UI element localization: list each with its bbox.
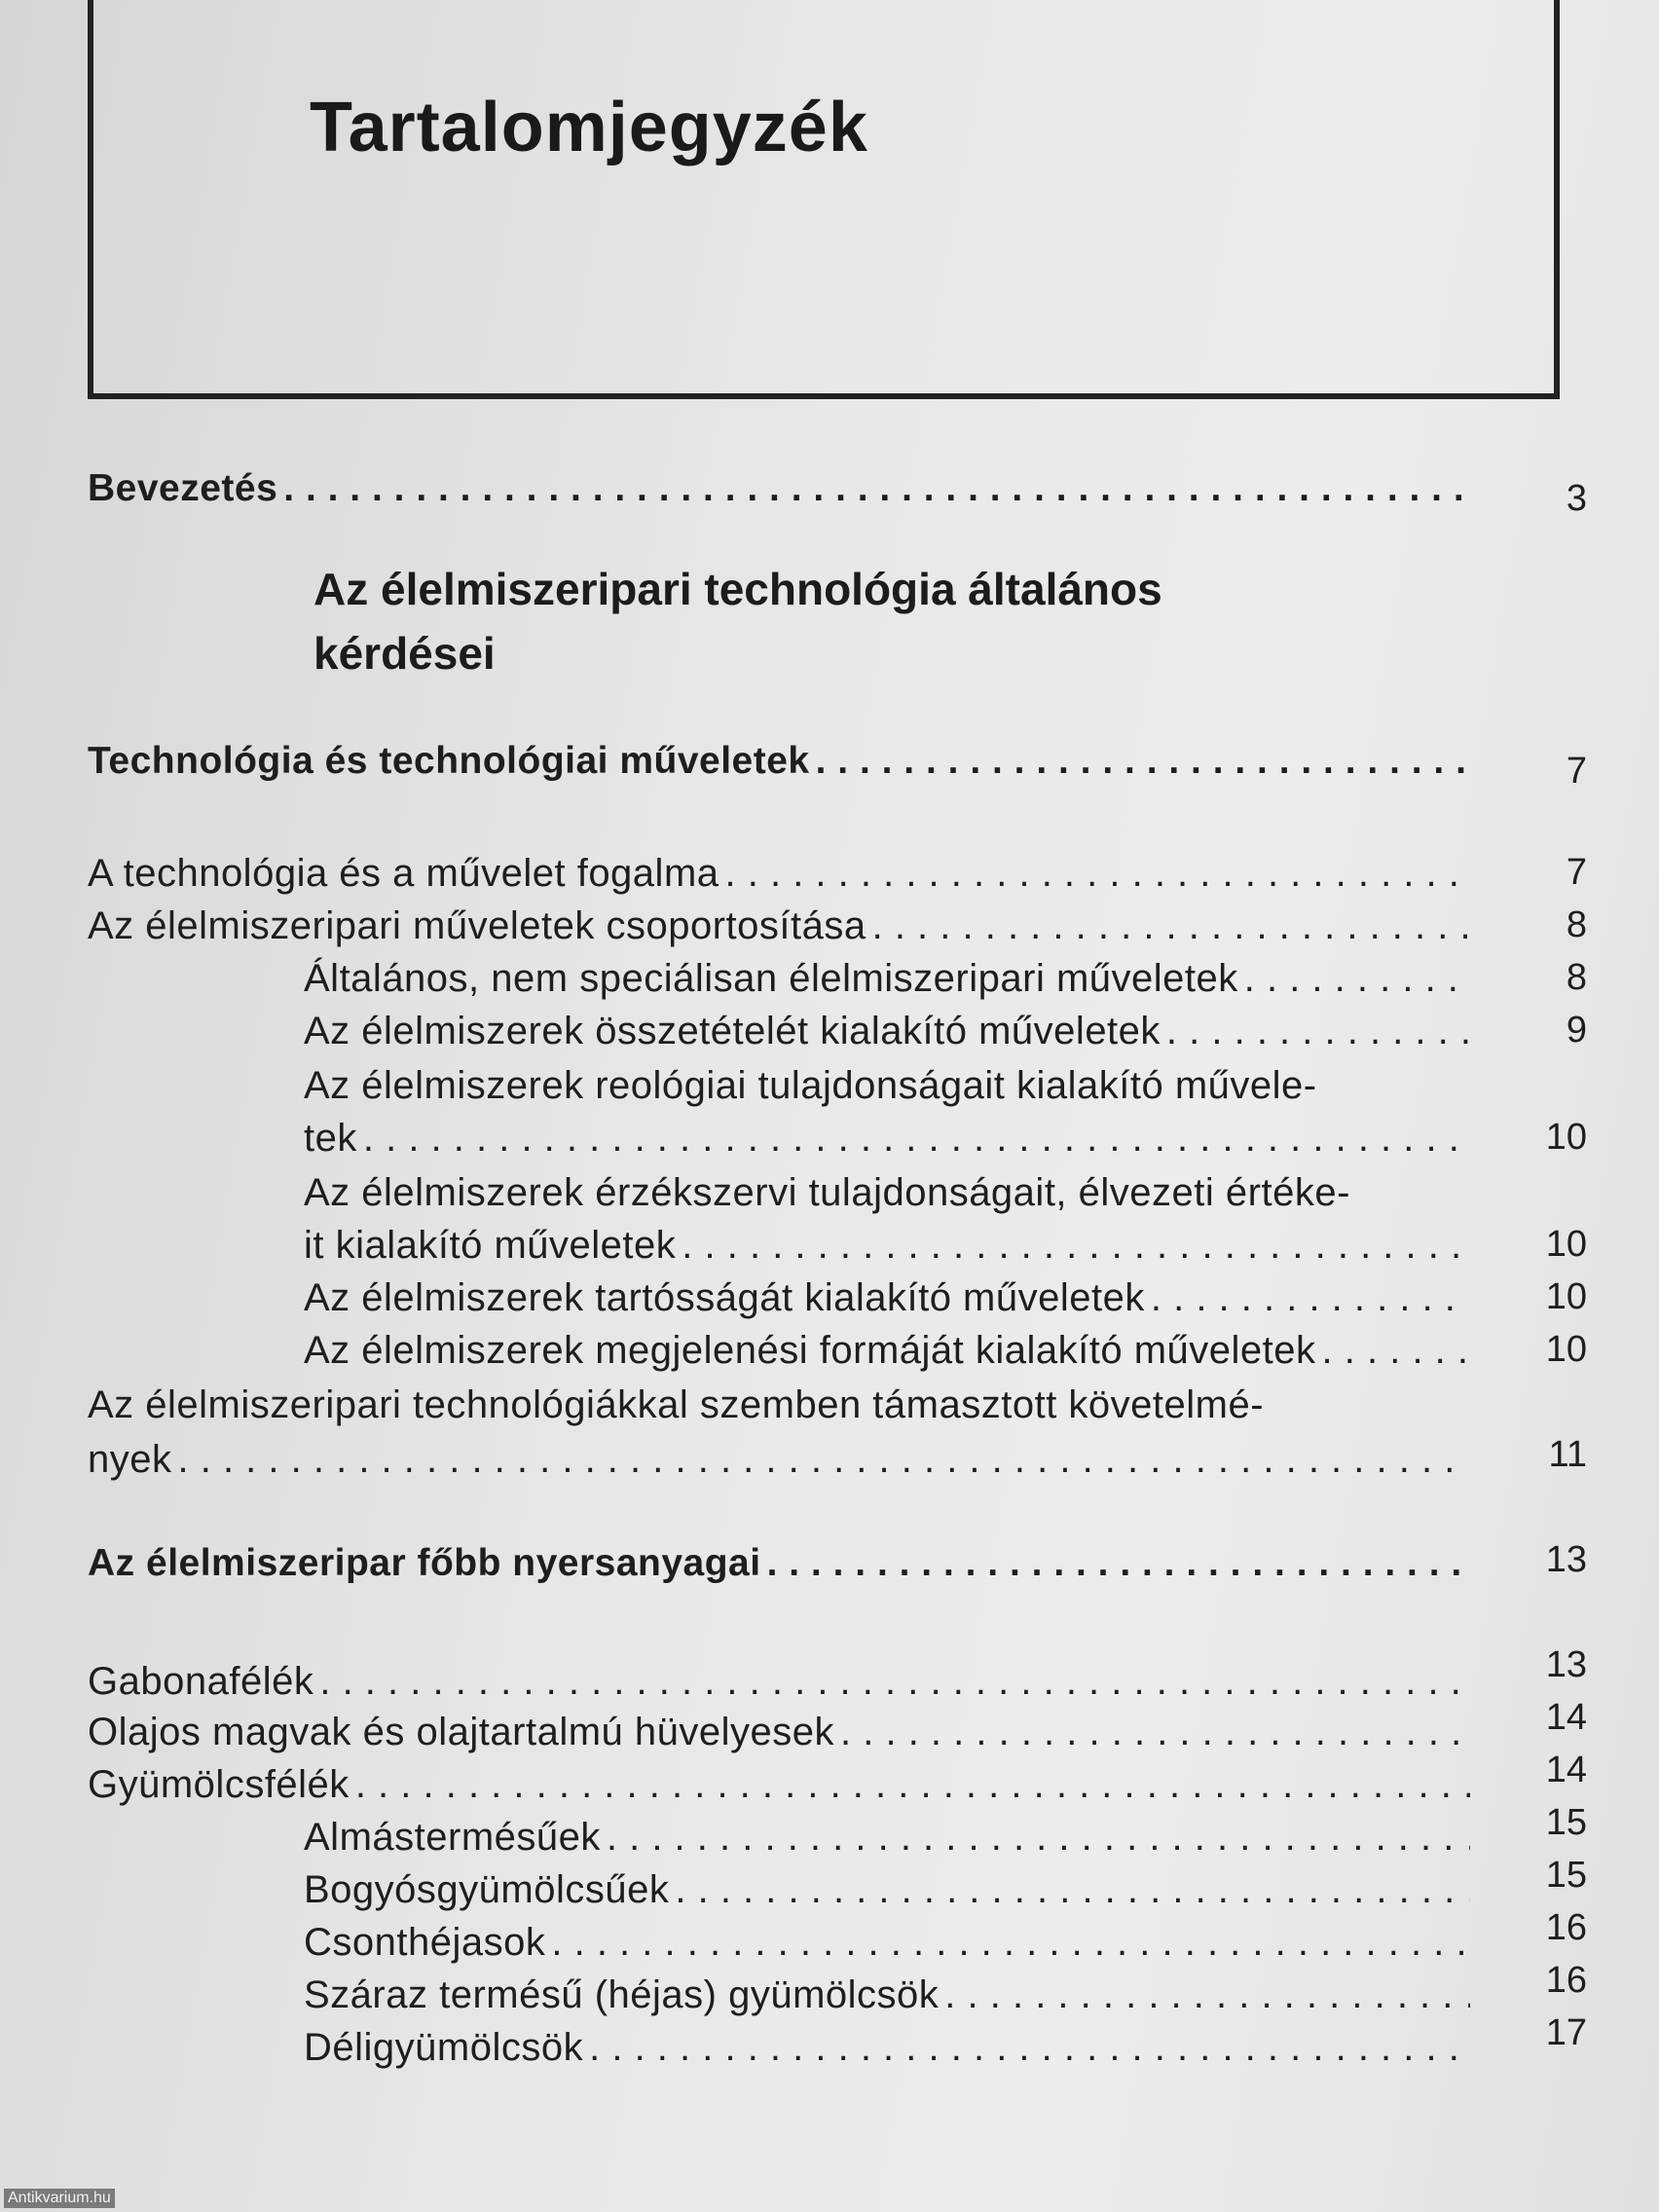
toc-entry-label: nyek <box>88 1438 172 1481</box>
leader-dots <box>283 467 1470 510</box>
leader-dots <box>682 1224 1470 1268</box>
page-title: Tartalomjegyzék <box>310 89 868 166</box>
toc-entry[interactable] <box>88 1752 1470 1807</box>
toc-entry[interactable] <box>304 1910 1470 1965</box>
leader-dots <box>675 1868 1470 1912</box>
toc-entry-label: Gabonafélék <box>88 1660 314 1703</box>
page-number: 14 <box>1545 1750 1587 1790</box>
toc-entry-line1: Az élelmiszerek reológiai tulajdonságait kialakító művele- <box>304 1064 1317 1107</box>
toc-entry[interactable] <box>304 1106 1470 1161</box>
toc-entry-label: Az élelmiszeripar főbb nyersanyagai <box>88 1542 761 1584</box>
toc-entry-label: Technológia és technológiai műveletek <box>88 740 810 782</box>
leader-dots <box>944 1973 1470 2017</box>
toc-entry-label: Gyümölcsfélék <box>88 1763 350 1806</box>
toc-entry-label: Az élelmiszerek megjelenési formáját kialakító műveletek <box>304 1329 1316 1372</box>
page-number: 10 <box>1545 1224 1587 1265</box>
leader-dots <box>767 1542 1470 1585</box>
page-number: 15 <box>1545 1802 1587 1843</box>
leader-dots <box>607 1816 1470 1860</box>
page-number: 7 <box>1566 751 1587 792</box>
leader-dots <box>725 852 1470 896</box>
toc-chapter-technologia[interactable] <box>88 728 1470 783</box>
leader-dots <box>178 1438 1471 1482</box>
toc-entry[interactable] <box>304 999 1470 1053</box>
leader-dots <box>1151 1276 1470 1320</box>
toc-entry-bevezetes[interactable] <box>88 456 1470 510</box>
watermark: Antikvarium.hu <box>4 2189 115 2208</box>
page-number: 11 <box>1548 1434 1587 1475</box>
toc-entry[interactable] <box>304 1858 1470 1912</box>
leader-dots <box>1244 957 1470 1001</box>
toc-entry-label: tek <box>304 1117 357 1160</box>
toc-entry-label: Bogyósgyümölcsűek <box>304 1868 670 1911</box>
toc-entry[interactable] <box>304 1213 1470 1268</box>
leader-dots <box>1166 1010 1470 1053</box>
page-number: 17 <box>1545 2012 1587 2053</box>
page-number: 8 <box>1566 957 1587 998</box>
toc-entry[interactable] <box>88 1700 1470 1754</box>
toc-entry-label: it kialakító műveletek <box>304 1224 677 1267</box>
toc-entry-label: Olajos magvak és olajtartalmú hüvelyesek <box>88 1711 835 1753</box>
toc-entry-label: Bevezetés <box>88 467 278 509</box>
part-title-line: kérdései <box>313 628 496 679</box>
toc-entry[interactable] <box>304 1318 1470 1373</box>
toc-entry[interactable] <box>88 894 1470 948</box>
page-number: 13 <box>1545 1644 1587 1685</box>
page-number: 16 <box>1545 1907 1587 1948</box>
page-number: 14 <box>1545 1697 1587 1738</box>
leader-dots <box>589 2026 1470 2070</box>
page-number: 3 <box>1566 478 1587 519</box>
page-number: 15 <box>1545 1855 1587 1896</box>
leader-dots <box>872 904 1470 948</box>
leader-dots <box>840 1711 1470 1754</box>
page-number: 16 <box>1545 1960 1587 2001</box>
toc-entry-line1: Az élelmiszerek érzékszervi tulajdonságait, élvezeti értéke- <box>304 1171 1350 1214</box>
toc-entry[interactable] <box>88 1427 1470 1482</box>
toc-entry-label: Almástermésűek <box>304 1816 601 1859</box>
page-number: 7 <box>1566 852 1587 893</box>
toc-entry-label: Az élelmiszerek összetételét kialakító műveletek <box>304 1010 1161 1052</box>
leader-dots <box>355 1763 1470 1807</box>
page-number: 10 <box>1545 1329 1587 1370</box>
page-number: 10 <box>1545 1276 1587 1317</box>
leader-dots <box>319 1660 1470 1704</box>
toc-entry[interactable] <box>304 1963 1470 2017</box>
page-number: 8 <box>1566 904 1587 945</box>
title-frame <box>88 0 1560 399</box>
toc-entry-label: Az élelmiszerek tartósságát kialakító műveletek <box>304 1276 1145 1319</box>
toc-chapter-nyersanyagok[interactable] <box>88 1530 1470 1585</box>
toc-entry-label: Csonthéjasok <box>304 1921 546 1964</box>
leader-dots <box>1322 1329 1470 1373</box>
toc-entry-label: Általános, nem speciálisan élelmiszeripari műveletek <box>304 957 1238 1000</box>
toc-entry[interactable] <box>304 1266 1470 1320</box>
part-title-line: Az élelmiszeripari technológia általános <box>313 564 1162 614</box>
leader-dots <box>363 1117 1470 1161</box>
toc-entry[interactable] <box>304 2015 1470 2070</box>
page-number: 10 <box>1545 1117 1587 1158</box>
toc-entry-line1: Az élelmiszeripari technológiákkal szemben támasztott követelmé- <box>88 1383 1265 1426</box>
toc-entry-label: Déligyümölcsök <box>304 2026 584 2069</box>
toc-entry[interactable] <box>304 1805 1470 1860</box>
toc-entry-label: Száraz termésű (héjas) gyümölcsök <box>304 1973 940 2016</box>
leader-dots <box>551 1921 1470 1965</box>
toc-entry-label: Az élelmiszeripari műveletek csoportosítása <box>88 904 866 947</box>
leader-dots <box>816 740 1470 783</box>
part-title <box>313 557 1384 685</box>
page-number: 9 <box>1566 1010 1587 1051</box>
toc-entry[interactable] <box>88 841 1470 896</box>
toc-entry[interactable] <box>88 1649 1470 1704</box>
toc-entry[interactable] <box>304 946 1470 1001</box>
toc-entry-label: A technológia és a művelet fogalma <box>88 852 719 895</box>
page-number: 13 <box>1545 1539 1587 1580</box>
